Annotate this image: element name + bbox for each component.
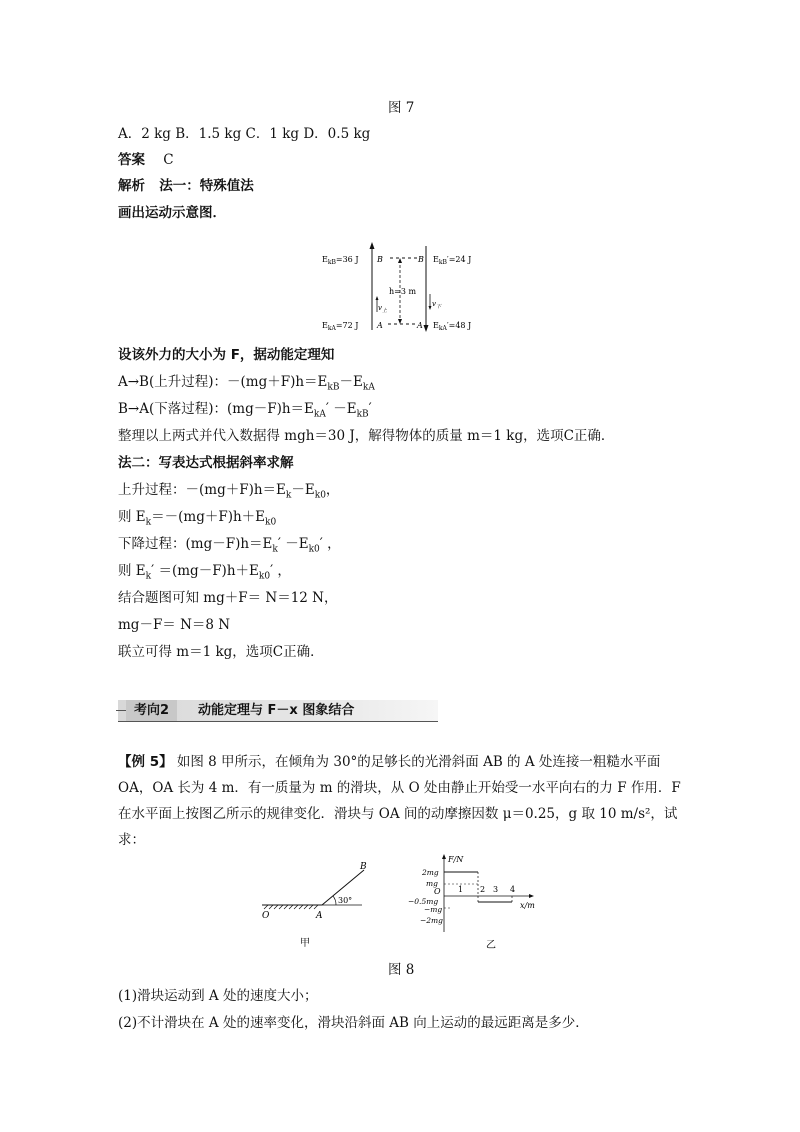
motion-diagram [320,238,490,338]
point-a-right: A [417,321,423,330]
analysis-label: 解析 [118,178,145,194]
derivation-line-4: 整理以上两式并代入数据得 mgh＝30 J，解得物体的质量 m＝1 kg，选项C正确． [118,428,615,444]
derivation-line-2: A→B(上升过程)：$-(mg+F)h=E_{kB}-E_{kA}$ [118,374,375,393]
example-label: 【例 5】 [118,754,173,770]
example-line-2: OA，OA 长为 4 m．有一质量为 m 的滑块，从 O 处由静止开始受一水平向右的力 F 作用．F [118,780,681,796]
example-line-3: 在水平面上按图乙所示的规律变化．滑块与 OA 间的动摩擦因数 μ＝0.25，g 取 10 m/s²，试 [118,806,678,822]
figure-8-yi [398,852,548,952]
axis-x-label: x/m [520,901,535,910]
derivation-line-3: B→A(下落过程)：$(mg-F)h=E_{kA}' -E_{kB}'$ [118,401,372,420]
section-title: 动能定理与 F－x 图象结合 [198,703,355,718]
tick-y-mg: mg [426,879,438,888]
angle-label: 30° [338,896,353,905]
derivation-line-8: 下降过程：$(mg-F)h=E_k' -E_{k0}'$ ， [118,536,341,555]
label-a: A [316,911,323,921]
derivation-line-7: 则 $E_k=-(mg+F)h+E_{k0}$ [118,509,277,528]
ekb-right-label: $E_{kB}'=24$ J [433,255,472,266]
example-line-1: 【例 5】 如图 8 甲所示，在倾角为 30°的足够长的光滑斜面 AB 的 A 处连接一粗糙水平面 [118,754,661,770]
derivation-line-11: mg－F＝ N＝8 N [118,617,231,633]
label-o: O [262,911,270,921]
section-tab: 考向2 [126,700,177,721]
section-header-lead [116,710,126,711]
derivation-line-6: 上升过程：$-(mg+F)h=E_k-E_{k0}$， [118,482,340,501]
draw-hint: 画出运动示意图． [118,205,226,221]
figure-7-caption: 图 7 [388,100,415,116]
tick-x-2: 2 [480,885,486,894]
v-up-label: $v_上$ [378,304,387,314]
answer-label: 答案 [118,152,145,168]
tick-x-3: 3 [493,885,499,894]
ekb-left-label: $E_{kB}=36$ J [322,255,359,266]
eka-right-label: $E_{kA}'=48$ J [433,321,472,332]
eka-left-label: $E_{kA}=72$ J [322,321,359,332]
section-header-rule [118,721,438,722]
section-header [118,700,438,722]
figure-8-jia [256,860,386,950]
figure-8-caption: 图 8 [388,962,415,978]
tick-y-neg-2mg: −2mg [420,916,443,925]
tick-x-4: 4 [510,885,516,894]
v-down-label: $v_下$ [432,300,441,310]
derivation-line-12: 联立可得 m＝1 kg，选项C正确． [118,644,324,660]
question-1: (1)滑块运动到 A 处的速度大小； [118,988,318,1004]
label-b: B [360,862,367,872]
caption-jia: 甲 [300,938,310,949]
derivation-line-10: 结合题图可知 mg＋F＝ N＝12 N， [118,590,338,606]
analysis-line [118,176,254,196]
derivation-line-9: 则 $E_k' =(mg-F)h+E_{k0}'$ ， [118,563,291,582]
axis-y-label: F/N [448,855,464,864]
point-a-left: A [377,321,383,330]
example-line-4: 求： [118,832,145,848]
answer-options: A．2 kg B．1.5 kg C．1 kg D．0.5 kg [118,126,371,142]
answer-line [118,150,174,170]
tick-y-neg-half-mg: −0.5mg [408,897,439,906]
point-b-left: B [377,255,383,264]
caption-yi: 乙 [486,940,496,951]
question-2: (2)不计滑块在 A 处的速率变化，滑块沿斜面 AB 向上运动的最远距离是多少． [118,1015,589,1031]
method-2-heading: 法二：写表达式根据斜率求解 [118,455,294,471]
origin-label: O [434,887,441,896]
answer-value: C [163,152,174,168]
derivation-line-1: 设该外力的大小为 F，据动能定理知 [118,347,335,363]
method-1-heading: 法一：特殊值法 [159,178,254,194]
tick-x-1: 1 [458,885,464,894]
tick-y-2mg: 2mg [422,868,439,877]
height-label: h=3 m [389,287,417,296]
tick-y-neg-mg: −mg [424,905,443,914]
point-b-right: B [418,255,424,264]
